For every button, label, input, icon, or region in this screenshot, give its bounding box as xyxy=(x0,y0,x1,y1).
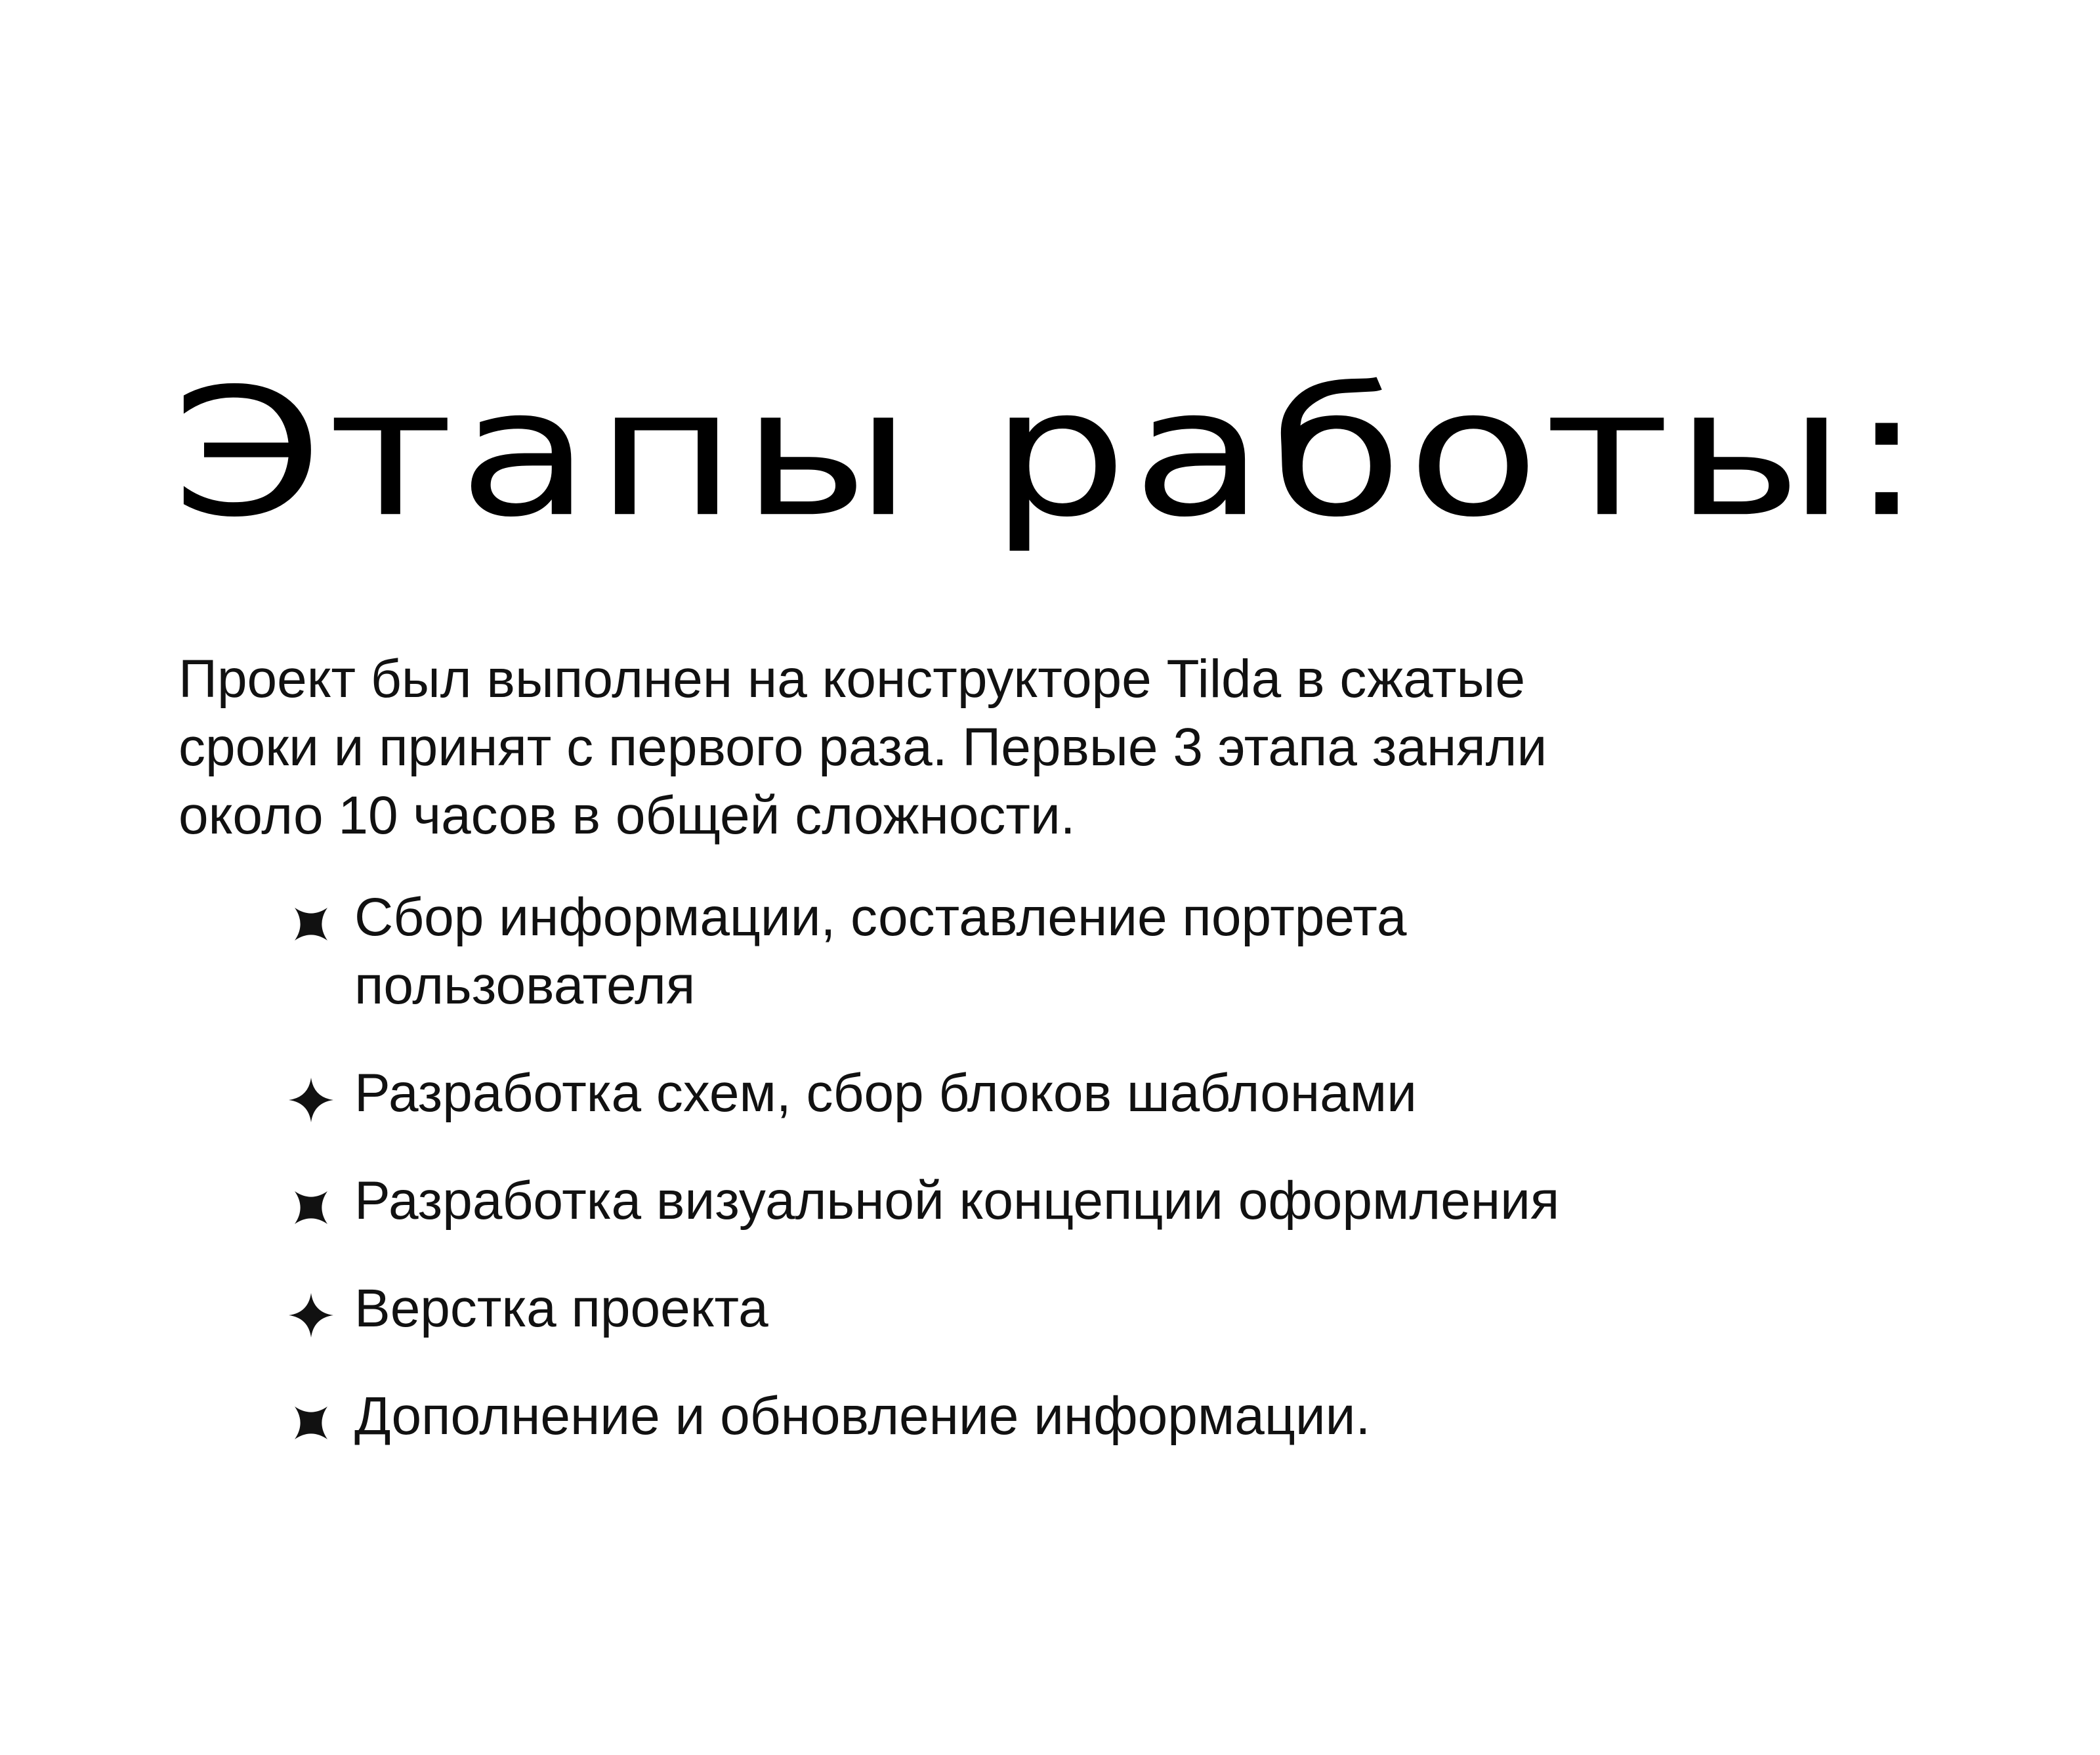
intro-line: около 10 часов в общей сложности. xyxy=(178,786,1076,845)
page-title: Этапы работы: xyxy=(172,350,1927,556)
step-item xyxy=(289,883,1559,1020)
step-item xyxy=(289,1059,1559,1128)
pinched-star-icon xyxy=(294,1406,328,1440)
step-item xyxy=(289,1382,1559,1450)
step-label: Сбор информации, составление портрета xyxy=(354,887,1407,947)
steps-list xyxy=(289,883,1559,1490)
four-point-star-icon xyxy=(289,1078,333,1122)
step-label: пользователя xyxy=(354,956,696,1015)
step-item xyxy=(289,1167,1559,1235)
intro-line: сроки и принят с первого раза. Первые 3 этапа заняли xyxy=(178,717,1547,777)
step-label: Дополнение и обновление информации. xyxy=(354,1386,1371,1446)
step-label: Верстка проекта xyxy=(354,1279,768,1338)
four-point-star-icon xyxy=(289,1293,333,1338)
step-item xyxy=(289,1275,1559,1343)
pinched-star-icon xyxy=(294,1191,328,1225)
intro-paragraph xyxy=(178,645,1819,850)
intro-line: Проект был выполнен на конструкторе Tilda в сжатые xyxy=(178,649,1526,709)
step-label: Разработка визуальной концепции оформления xyxy=(354,1171,1560,1231)
step-label: Разработка схем, сбор блоков шаблонами xyxy=(354,1063,1417,1123)
pinched-star-icon xyxy=(294,907,328,941)
